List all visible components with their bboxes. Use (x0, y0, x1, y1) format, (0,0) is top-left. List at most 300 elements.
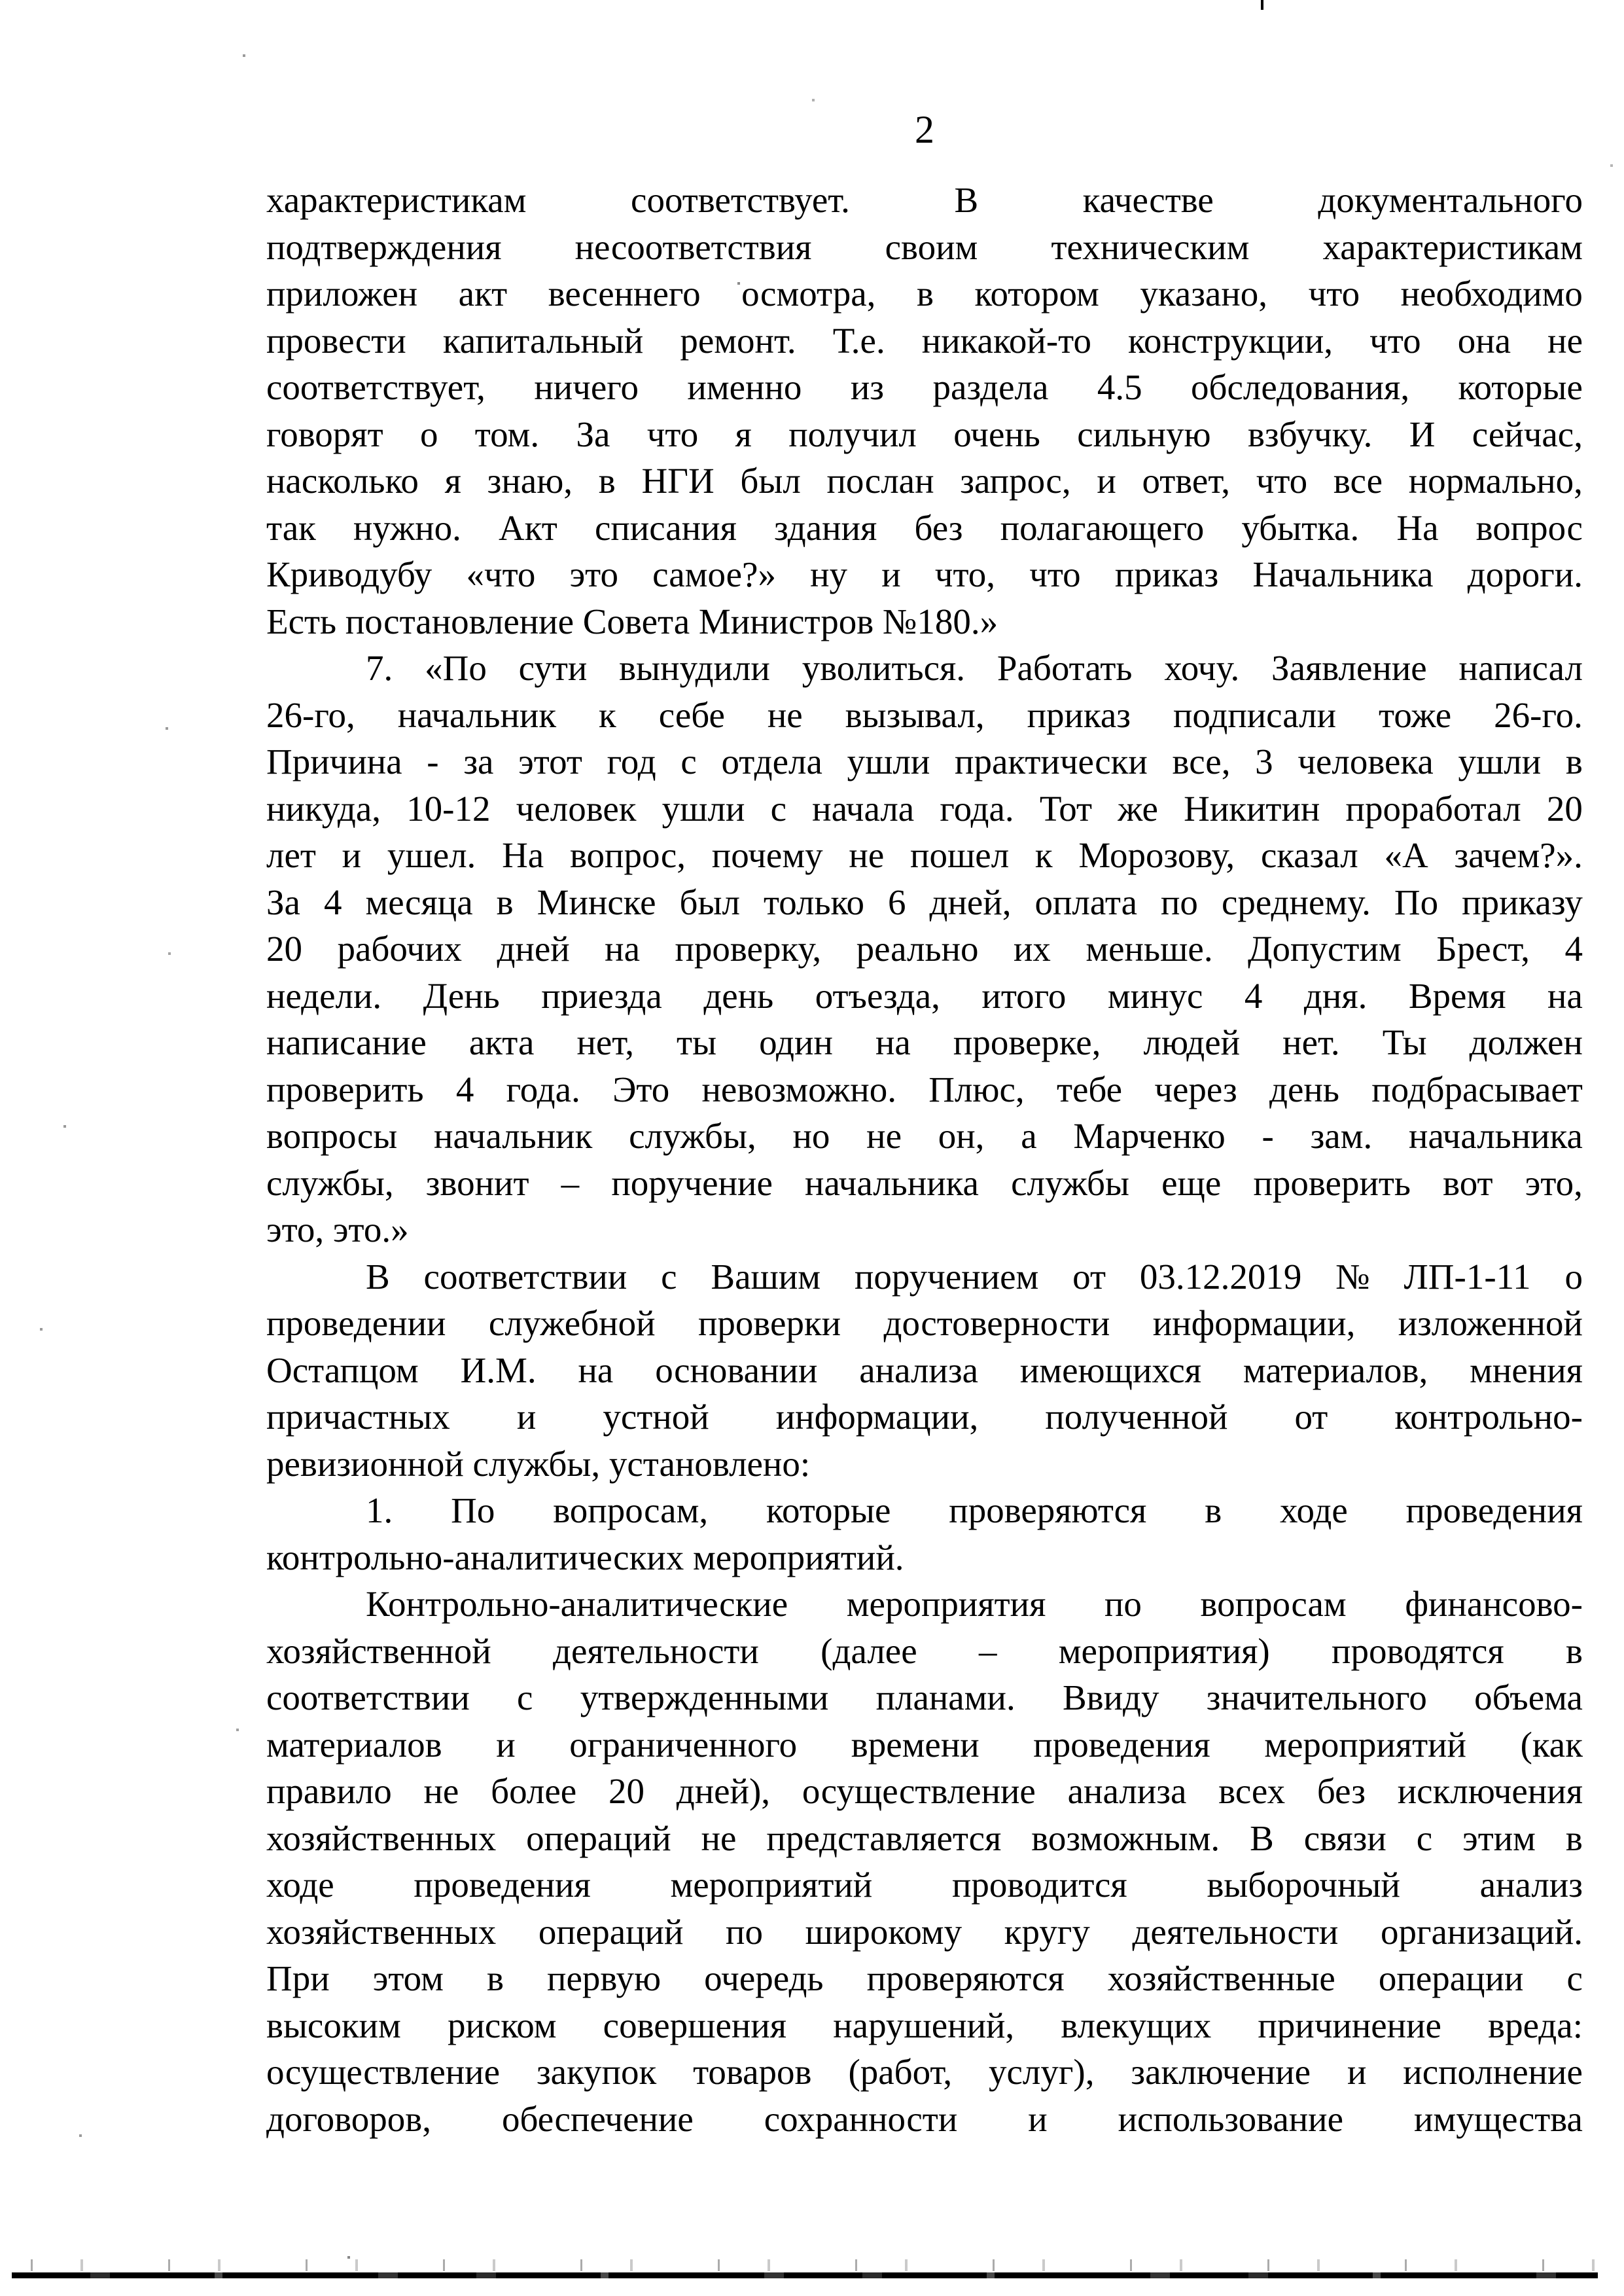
text-block (266, 177, 1583, 2142)
word: ты (677, 1022, 717, 1062)
word: 1. (366, 1490, 393, 1530)
word: вреда: (1488, 2005, 1583, 2045)
word: связи (1303, 1818, 1386, 1858)
word: своим (885, 226, 978, 267)
word: ушли (847, 742, 930, 781)
word: все, (1172, 742, 1231, 781)
word: подбрасывает (1371, 1069, 1583, 1109)
word: соответствует. (631, 180, 850, 220)
word: не (849, 835, 885, 875)
word: которые (1458, 367, 1583, 407)
word: и (1028, 2098, 1048, 2139)
word: хозяйственной (266, 1630, 491, 1671)
word: недели. (266, 975, 382, 1016)
scan-band-artifact (12, 2272, 1598, 2278)
word: не (866, 1116, 902, 1156)
word: В (366, 1256, 390, 1297)
word: Ввиду (1062, 1677, 1159, 1717)
word: Тот (1039, 788, 1093, 829)
word: анализа (1067, 1771, 1187, 1811)
word: только (763, 882, 864, 922)
text-line (266, 2049, 1583, 2096)
word: приказ (1027, 694, 1131, 735)
text-line (266, 1955, 1583, 2002)
text-line (266, 1113, 1583, 1160)
word: приказу (1462, 882, 1583, 922)
word: это, (1525, 1162, 1583, 1203)
text-line (266, 1815, 1583, 1862)
word: За (266, 882, 300, 922)
word: ограниченного (569, 1724, 798, 1765)
word: через (1154, 1069, 1237, 1109)
word: в (486, 1958, 504, 1998)
word: уволиться. (802, 648, 966, 688)
word: вот (1443, 1162, 1493, 1203)
word: почему (711, 835, 823, 875)
text-line (266, 224, 1583, 271)
word: информации, (775, 1397, 979, 1437)
word: о (1564, 1256, 1583, 1297)
word: взбучку. (1247, 414, 1373, 454)
word: При (266, 1958, 330, 1998)
word: ну (810, 554, 848, 594)
word: здания (774, 507, 877, 548)
word: значительного (1206, 1677, 1427, 1717)
word: с (770, 788, 786, 829)
text-line (266, 1487, 1583, 1534)
word: дня. (1303, 975, 1368, 1016)
paragraph (266, 645, 1583, 1253)
word: сохранности (764, 2098, 958, 2139)
text-line (266, 785, 1583, 833)
word: зам. (1310, 1116, 1373, 1156)
word: проверки (697, 1303, 841, 1343)
word: дней (497, 929, 570, 969)
word: соответствии (266, 1677, 470, 1717)
scan-noise-dots (0, 0, 1, 1)
word: весеннего (548, 274, 701, 314)
word: первую (547, 1958, 662, 1998)
word: очередь (704, 1958, 824, 1998)
word: приложен (266, 274, 418, 314)
word: За (576, 414, 610, 454)
word: (далее (821, 1630, 917, 1671)
word: соответствует, (266, 367, 485, 407)
word: года. (940, 788, 1014, 829)
word: указано, (1140, 274, 1268, 314)
word: нет. (1282, 1022, 1340, 1062)
word: операции (1378, 1958, 1524, 1998)
word: а (1021, 1116, 1037, 1156)
word: что (1256, 461, 1308, 501)
text-line (266, 505, 1583, 552)
word: из (850, 367, 885, 407)
word: ходе (266, 1865, 334, 1905)
word: Никитин (1184, 788, 1320, 829)
word: контрольно- (1394, 1397, 1583, 1437)
text-line: это, это.» (266, 1210, 409, 1249)
text-line (266, 738, 1583, 785)
word: правило (266, 1771, 392, 1811)
word: по (1104, 1584, 1142, 1624)
text-line (266, 2002, 1583, 2049)
word: вопрос, (569, 835, 686, 875)
text-line (266, 1861, 1583, 1909)
word: подтверждения (266, 226, 502, 267)
word: еще (1161, 1162, 1222, 1203)
word: проверяются (866, 1958, 1065, 1998)
word: конструкции, (1128, 320, 1333, 361)
paragraph (266, 177, 1583, 645)
word: материалов (266, 1724, 442, 1765)
word: приезда (541, 975, 662, 1016)
word: нужно. (353, 507, 461, 548)
text-line: контрольно-аналитических мероприятий. (266, 1537, 904, 1577)
word: Ты (1382, 1022, 1427, 1062)
word: объема (1474, 1677, 1583, 1717)
text-line (266, 1019, 1583, 1066)
word: лет (266, 835, 316, 875)
text-line (266, 692, 1583, 739)
word: ответ, (1142, 461, 1230, 501)
word: очень (953, 414, 1040, 454)
word: полагающего (1000, 507, 1205, 548)
word: Контрольно-аналитические (366, 1584, 788, 1624)
word: времени (851, 1724, 980, 1765)
word: деятельности (1132, 1911, 1339, 1952)
word: исключения (1397, 1771, 1583, 1811)
word: отъезда, (815, 975, 940, 1016)
word: этим (1462, 1818, 1536, 1858)
text-line (266, 364, 1583, 411)
word: я (735, 414, 752, 454)
word: послан (826, 461, 934, 501)
text-line (266, 973, 1583, 1020)
word: без (1316, 1771, 1366, 1811)
text-line (266, 1393, 1583, 1441)
word: с (680, 742, 697, 781)
word: людей (1143, 1022, 1241, 1062)
word: возможным. (1031, 1818, 1220, 1858)
word: в (1565, 1630, 1583, 1671)
word: (работ, (848, 2052, 953, 2092)
word: более (491, 1771, 577, 1811)
word: выборочный (1207, 1865, 1400, 1905)
word: итого (981, 975, 1067, 1016)
word: их (1013, 929, 1051, 969)
word: сильную (1077, 414, 1211, 454)
word: 4 (323, 882, 342, 922)
word: Начальника (1252, 554, 1434, 594)
word: представляется (766, 1818, 1002, 1858)
word: По (1394, 882, 1439, 922)
word: капитальный (442, 320, 644, 361)
word: основании (655, 1350, 818, 1390)
word: Время (1408, 975, 1506, 1016)
word: этом (372, 1958, 444, 1998)
word: исполнение (1403, 2052, 1583, 2092)
word: зачем?». (1454, 835, 1583, 875)
word: же (1118, 788, 1158, 829)
word: (как (1520, 1724, 1583, 1765)
word: к (1034, 835, 1053, 875)
word: за (463, 742, 494, 781)
word: и (1347, 2052, 1367, 2092)
word: Криводубу (266, 554, 432, 594)
word: заключение (1131, 2052, 1311, 2092)
word: «По (425, 648, 487, 688)
text-line (266, 1674, 1583, 1721)
word: - (427, 742, 439, 781)
word: По (451, 1490, 495, 1530)
word: информации, (1152, 1303, 1356, 1343)
word: «А (1384, 835, 1428, 875)
word: Брест, (1436, 929, 1530, 969)
word: изложенной (1398, 1303, 1583, 1343)
word: поручение (611, 1162, 773, 1203)
word: влекущих (1061, 2005, 1212, 2045)
word: она (1457, 320, 1511, 361)
word: дней), (676, 1771, 771, 1811)
word: запрос, (960, 461, 1071, 501)
text-line: ревизионной службы, установлено: (266, 1443, 811, 1484)
word: не (701, 1818, 737, 1858)
word: день (703, 975, 774, 1016)
word: 20 (608, 1771, 644, 1811)
word: высоким (266, 2005, 401, 2045)
word: день (1269, 1069, 1339, 1109)
text-line (266, 317, 1583, 365)
word: к (599, 694, 616, 735)
word: и (516, 1397, 537, 1437)
word: дней, (929, 882, 1012, 922)
word: не (767, 694, 803, 735)
word: И.М. (460, 1350, 537, 1390)
word: вопросам (1200, 1584, 1347, 1624)
word: «что (466, 554, 536, 594)
word: проверке, (953, 1022, 1101, 1062)
word: Морозову, (1078, 835, 1235, 875)
word: На (502, 835, 544, 875)
word: с (1416, 1818, 1433, 1858)
word: именно (687, 367, 802, 407)
word: ушел. (387, 835, 476, 875)
word: ремонт. (680, 320, 796, 361)
word: На (1396, 507, 1439, 548)
word: утвержденными (580, 1677, 829, 1717)
word: написание (266, 1022, 427, 1062)
word: среднему. (1221, 882, 1371, 922)
word: хозяйственные (1107, 1958, 1335, 1998)
word: 4.5 (1097, 367, 1142, 407)
word: День (423, 975, 500, 1016)
word: – (561, 1162, 580, 1203)
word: техническим (1051, 226, 1250, 267)
word: Причина (266, 742, 402, 781)
word: 3 (1255, 742, 1273, 781)
word: не (423, 1771, 459, 1811)
word: вопросы (266, 1116, 398, 1156)
word: причастных (266, 1397, 450, 1437)
word: обеспечение (501, 2098, 694, 2139)
word: сказал (1260, 835, 1358, 875)
word: хозяйственных (266, 1818, 497, 1858)
word: и (1097, 461, 1116, 501)
word: В (954, 180, 979, 220)
word: ушли (662, 788, 745, 829)
word: качестве (1082, 180, 1214, 220)
word: о (419, 414, 438, 454)
word: закупок (536, 2052, 657, 2092)
word: что, (934, 554, 996, 594)
word: не (1547, 320, 1583, 361)
word: насколько (266, 461, 419, 501)
word: самое?» (652, 554, 776, 594)
word: планами. (875, 1677, 1015, 1717)
word: операций (526, 1818, 671, 1858)
word: Вашим (711, 1256, 821, 1297)
word: 4 (455, 1069, 474, 1109)
word: сейчас, (1472, 414, 1583, 454)
word: звонит (425, 1162, 529, 1203)
word: служебной (488, 1303, 656, 1343)
word: ничего (534, 367, 639, 407)
word: Минске (537, 882, 656, 922)
word: 4 (1244, 975, 1263, 1016)
word: он, (938, 1116, 985, 1156)
word: никуда, (266, 788, 381, 829)
word: на (1547, 975, 1583, 1016)
word: в (916, 274, 934, 314)
word: и (342, 835, 362, 875)
text-line (266, 925, 1583, 973)
word: хочу. (1164, 648, 1240, 688)
word: что (1308, 274, 1360, 314)
word: службы, (629, 1116, 756, 1156)
word: начальник (434, 1116, 593, 1156)
word: 20 (1546, 788, 1583, 829)
text-line (266, 457, 1583, 505)
word: Акт (499, 507, 557, 548)
word: мероприятия (846, 1584, 1046, 1624)
page-number: 2 (915, 108, 934, 151)
word: год (607, 742, 656, 781)
text-line (266, 832, 1583, 879)
text-line (266, 1253, 1583, 1300)
word: НГИ (641, 461, 715, 501)
word: - (1262, 1116, 1274, 1156)
text-line (266, 1721, 1583, 1768)
word: проверить (266, 1069, 424, 1109)
text-line (266, 2096, 1583, 2143)
word: проведения (1405, 1490, 1583, 1530)
word: начала (812, 788, 915, 829)
word: дороги. (1467, 554, 1583, 594)
word: мероприятия) (1058, 1630, 1270, 1671)
word: анализ (1479, 1865, 1583, 1905)
word: широкому (805, 1911, 962, 1952)
word: – (978, 1630, 997, 1671)
paragraph (266, 1253, 1583, 1488)
word: убытка. (1241, 507, 1360, 548)
word: услуг), (988, 2052, 1095, 2092)
word: приказ (1114, 554, 1219, 594)
scan-speckle-artifact (0, 2259, 1610, 2271)
word: это (569, 554, 618, 594)
word: акта (468, 1022, 535, 1062)
word: без (914, 507, 963, 548)
word: от (1294, 1397, 1328, 1437)
word: меньше. (1086, 929, 1213, 969)
word: начальник (397, 694, 557, 735)
word: 26-го, (266, 694, 355, 735)
word: один (759, 1022, 833, 1062)
word: в (1205, 1490, 1222, 1530)
word: с (1566, 1958, 1583, 1998)
word: проводится (951, 1865, 1127, 1905)
word: совершения (603, 2005, 787, 2045)
word: пошел (910, 835, 1010, 875)
word: знаю, (487, 461, 573, 501)
word: риском (447, 2005, 557, 2045)
paragraph (266, 1487, 1583, 1581)
word: характеристикам (266, 180, 527, 220)
word: списания (594, 507, 737, 548)
word: себе (658, 694, 725, 735)
word: вопросам, (553, 1490, 709, 1530)
word: мероприятий (670, 1865, 873, 1905)
word: человек (516, 788, 637, 829)
word: проработал (1345, 788, 1521, 829)
word: я (444, 461, 461, 501)
word: начальника (805, 1162, 979, 1203)
word: рабочих (337, 929, 463, 969)
word: проведения (1033, 1724, 1210, 1765)
word: раздела (932, 367, 1049, 407)
word: Работать (997, 648, 1133, 688)
word: говорят (266, 414, 383, 454)
text-line (266, 1768, 1583, 1815)
word: организаций. (1380, 1911, 1583, 1952)
word: соответствии (423, 1256, 627, 1297)
word: сути (518, 648, 588, 688)
word: отдела (721, 742, 822, 781)
word: товаров (693, 2052, 812, 2092)
word: анализа (859, 1350, 979, 1390)
word: был (740, 461, 801, 501)
word: должен (1469, 1022, 1583, 1062)
word: что (1369, 320, 1421, 361)
word: проверку, (675, 929, 822, 969)
word: имущества (1413, 2098, 1583, 2139)
word: 7. (366, 648, 393, 688)
word: вызывал, (845, 694, 985, 735)
word: которые (766, 1490, 891, 1530)
word: провести (266, 320, 406, 361)
word: Т.е. (832, 320, 885, 361)
word: И (1409, 414, 1436, 454)
word: ходе (1280, 1490, 1348, 1530)
word: 20 (266, 929, 302, 969)
word: нарушений, (833, 2005, 1015, 2045)
word: в (496, 882, 514, 922)
word: минус (1107, 975, 1203, 1016)
text-line (266, 879, 1583, 926)
word: так (266, 507, 316, 548)
word: 4 (1564, 929, 1583, 969)
word: от (1072, 1256, 1106, 1297)
word: с (517, 1677, 533, 1717)
